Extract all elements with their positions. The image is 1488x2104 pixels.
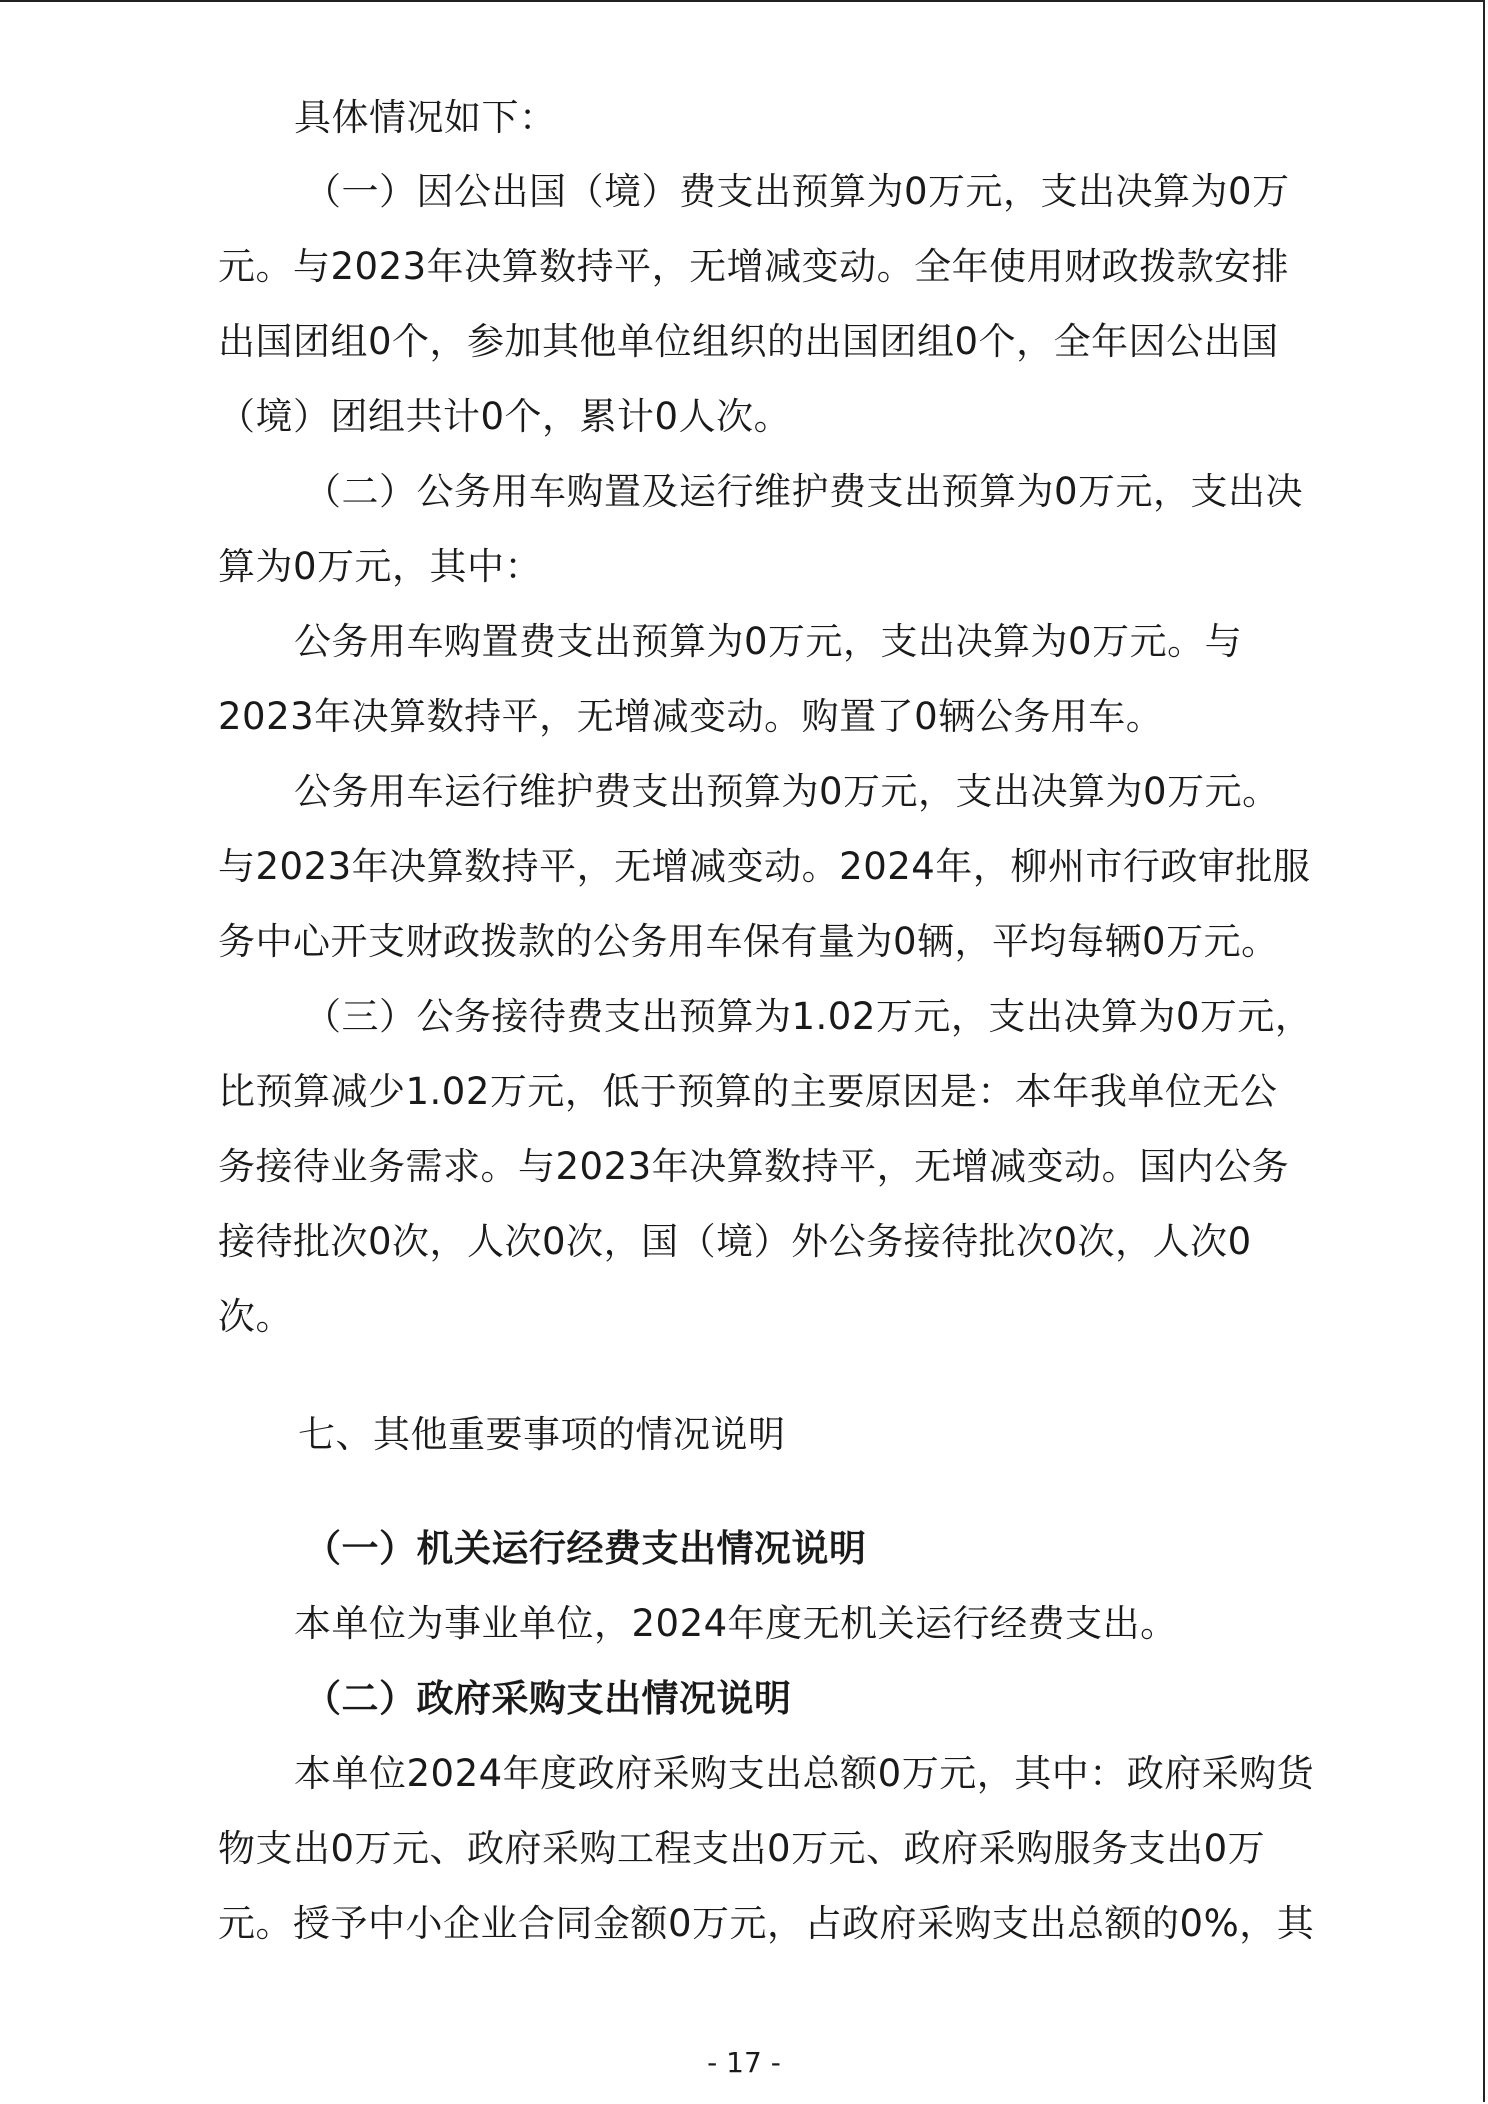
section-heading: 七、其他重要事项的情况说明 — [298, 1413, 786, 1456]
paragraph-line: 出国团组0个，参加其他单位组织的出国团组0个，全年因公出国 — [218, 320, 1279, 363]
paragraph-line: 物支出0万元、政府采购工程支出0万元、政府采购服务支出0万 — [218, 1827, 1266, 1870]
paragraph-line: 次。 — [218, 1295, 293, 1338]
paragraph-line: 本单位为事业单位，2024年度无机关运行经费支出。 — [294, 1602, 1178, 1645]
paragraph-line: （境）团组共计0个，累计0人次。 — [218, 395, 792, 438]
subsection-heading: （一）机关运行经费支出情况说明 — [304, 1527, 867, 1570]
paragraph-line: 务中心开支财政拨款的公务用车保有量为0辆，平均每辆0万元。 — [218, 920, 1279, 963]
paragraph-line: 接待批次0次，人次0次，国（境）外公务接待批次0次，人次0 — [218, 1220, 1252, 1263]
paragraph-line: 比预算减少1.02万元，低于预算的主要原因是：本年我单位无公 — [218, 1070, 1278, 1113]
paragraph-line: 2023年决算数持平，无增减变动。购置了0辆公务用车。 — [218, 695, 1164, 738]
page-number: - 17 - — [707, 2046, 781, 2079]
paragraph-line: 公务用车购置费支出预算为0万元，支出决算为0万元。与 — [294, 620, 1243, 663]
paragraph-line: 本单位2024年度政府采购支出总额0万元，其中：政府采购货 — [294, 1752, 1315, 1795]
paragraph-line: （三）公务接待费支出预算为1.02万元，支出决算为0万元， — [304, 995, 1313, 1038]
subsection-heading: （二）政府采购支出情况说明 — [304, 1677, 792, 1720]
paragraph-line: 元。授予中小企业合同金额0万元，占政府采购支出总额的0%，其 — [218, 1902, 1315, 1945]
paragraph-line: 务接待业务需求。与2023年决算数持平，无增减变动。国内公务 — [218, 1145, 1290, 1188]
paragraph-line: 与2023年决算数持平，无增减变动。2024年，柳州市行政审批服 — [218, 845, 1311, 888]
paragraph-line: 算为0万元，其中： — [218, 545, 543, 588]
paragraph-line: （二）公务用车购置及运行维护费支出预算为0万元，支出决 — [304, 470, 1304, 513]
paragraph-line: 具体情况如下： — [294, 96, 557, 139]
paragraph-line: （一）因公出国（境）费支出预算为0万元，支出决算为0万 — [304, 170, 1290, 213]
paragraph-line: 公务用车运行维护费支出预算为0万元，支出决算为0万元。 — [294, 770, 1280, 813]
paragraph-line: 元。与2023年决算数持平，无增减变动。全年使用财政拨款安排 — [218, 245, 1290, 288]
